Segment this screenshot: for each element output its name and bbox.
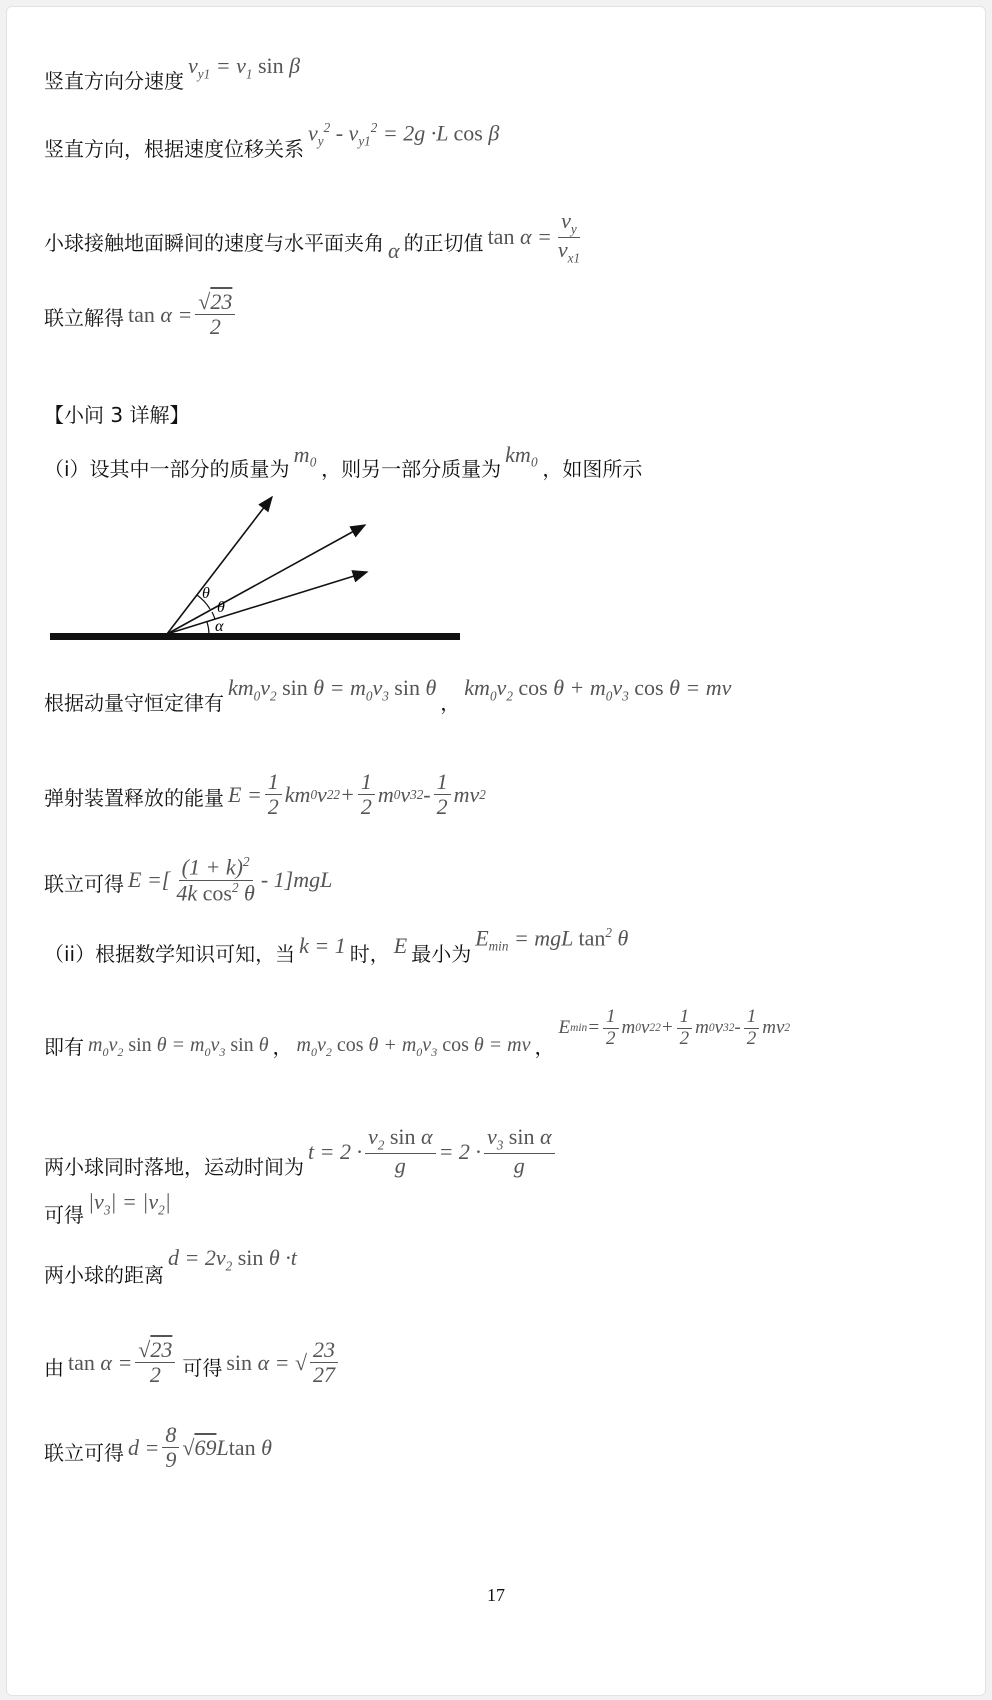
section-heading: 【小问 3 详解】 bbox=[44, 403, 190, 427]
line-final-distance bbox=[44, 1417, 276, 1473]
equation-2: $m_0v_2$ $\cos \theta + m_0v_3$ cos θ = mv bbox=[296, 1033, 531, 1059]
equation: tan α = $\frac{√23}{2}$ bbox=[128, 290, 238, 339]
separator: ， bbox=[272, 1034, 293, 1059]
text: 联立解得 bbox=[44, 306, 124, 331]
line-fall-time bbox=[44, 1124, 562, 1180]
equation-1: $m_0v_2$ $\sin \theta = m_0v_3$ sin θ bbox=[88, 1033, 269, 1059]
text: 即有 bbox=[44, 1034, 84, 1059]
equation: E =[ $\frac{(1 + k)^2}{4k \cos^2 \theta}$ - 1]mgL bbox=[128, 854, 333, 905]
separator: ， bbox=[534, 1034, 555, 1059]
line-momentum bbox=[44, 675, 735, 716]
vector-diagram-svg bbox=[45, 495, 465, 645]
line-energy-result bbox=[44, 847, 336, 905]
text: （i）设其中一部分的质量为 bbox=[44, 457, 290, 481]
equation: $E_{min}$ = mgL $\tan^2 \theta$ bbox=[475, 925, 629, 954]
ground-bar bbox=[50, 633, 460, 640]
line-solve-tan bbox=[44, 282, 242, 340]
label-alpha: α bbox=[215, 618, 224, 635]
text: 联立可得 bbox=[44, 872, 124, 897]
equation: $v_y^2 - v_{y1}^2 = 2g \cdot L$ cos β bbox=[308, 120, 500, 149]
equation: t = 2 · $\frac{v_2 \sin \alpha}{g}$ = 2 · $\frac{v_3 \sin \alpha}{g}$ bbox=[308, 1125, 558, 1178]
text: 弹射装置释放的能量 bbox=[44, 786, 224, 811]
text: 可得 bbox=[44, 1203, 84, 1228]
line-tangent-angle bbox=[44, 199, 590, 266]
equation-1: tan α = $\frac{√23}{2}$ bbox=[68, 1338, 178, 1387]
text: 由 bbox=[44, 1356, 64, 1381]
separator: ， bbox=[440, 691, 461, 716]
text: 竖直方向，根据速度位移关系 bbox=[44, 136, 304, 161]
line-distance bbox=[44, 1245, 301, 1288]
equation: $|v_3| = |v_2|$ bbox=[88, 1189, 171, 1218]
text: 的正切值 bbox=[403, 230, 484, 255]
text: 最小为 bbox=[411, 941, 472, 966]
text: 可得 bbox=[182, 1356, 223, 1381]
alpha-symbol: α bbox=[388, 237, 400, 263]
label-theta1: θ bbox=[202, 585, 210, 602]
equation: d = $\frac{8}{9}$ √ 69 L tan θ bbox=[128, 1422, 272, 1473]
text: 竖直方向分速度 bbox=[44, 69, 184, 94]
text: （ii）根据数学知识可知，当 bbox=[44, 941, 296, 966]
line-mass-split bbox=[44, 442, 643, 482]
line-vertical-velocity bbox=[44, 53, 304, 94]
k-condition: k = 1 bbox=[299, 932, 346, 958]
line-sin-alpha bbox=[44, 1332, 345, 1388]
text: 两小球的距离 bbox=[44, 1263, 164, 1288]
text: 时， bbox=[349, 941, 390, 966]
equation-3: E min = $\frac{1}{2}$ m 0 v 2 2 + $\frac{1}{2}$ m 0 v 3 2 - $\frac{1}{2}$ mv 2 bbox=[558, 1006, 791, 1049]
page-number: 17 bbox=[487, 1585, 505, 1605]
equation: E = $\frac{1}{2}$ km 0 v 2 2 + $\frac{1}{2}$ m 0 v 3 2 - $\frac{1}{2}$ mv 2 bbox=[228, 769, 486, 820]
equation: tan α = $\frac{v_y}{v_{x1}}$ bbox=[487, 208, 581, 266]
vector-diagram bbox=[45, 495, 465, 649]
line-minimum-energy bbox=[44, 925, 632, 967]
text: 联立可得 bbox=[44, 1441, 124, 1466]
line-energy bbox=[44, 762, 490, 820]
equation-2: $km_0v_2$ $\cos \theta + m_0v_3$ cos θ = mv bbox=[464, 675, 732, 704]
document-page bbox=[6, 6, 986, 1696]
text: ，则另一部分质量为 bbox=[321, 457, 502, 481]
equation-1: $km_0v_2$ $\sin \theta = m_0v_3$ sin θ bbox=[228, 675, 437, 704]
equation-2: sin α = √ $\frac{23}{27}$ bbox=[226, 1338, 341, 1387]
angle-arc-alpha bbox=[207, 622, 209, 634]
label-theta2: θ bbox=[217, 599, 225, 616]
text: 两小球同时落地，运动时间为 bbox=[44, 1155, 304, 1180]
line-conditions bbox=[44, 1006, 794, 1060]
line-speed-equal bbox=[44, 1189, 175, 1228]
velocity-arrow-lower bbox=[167, 572, 367, 634]
E-symbol: E bbox=[393, 932, 408, 958]
velocity-arrow-middle bbox=[167, 525, 365, 634]
text: ，如图所示 bbox=[542, 457, 643, 481]
m0-symbol: m₀ bbox=[293, 442, 318, 467]
equation: $v_{y1} = v_1$ sin β bbox=[188, 53, 301, 82]
equation: $d = 2v_2$ sin θ ·t bbox=[168, 1245, 297, 1274]
km0-symbol: km₀ bbox=[505, 442, 539, 467]
line-velocity-displacement bbox=[44, 120, 503, 162]
text: 根据动量守恒定律有 bbox=[44, 691, 224, 716]
text: 小球接触地面瞬间的速度与水平面夹角 bbox=[44, 230, 384, 255]
